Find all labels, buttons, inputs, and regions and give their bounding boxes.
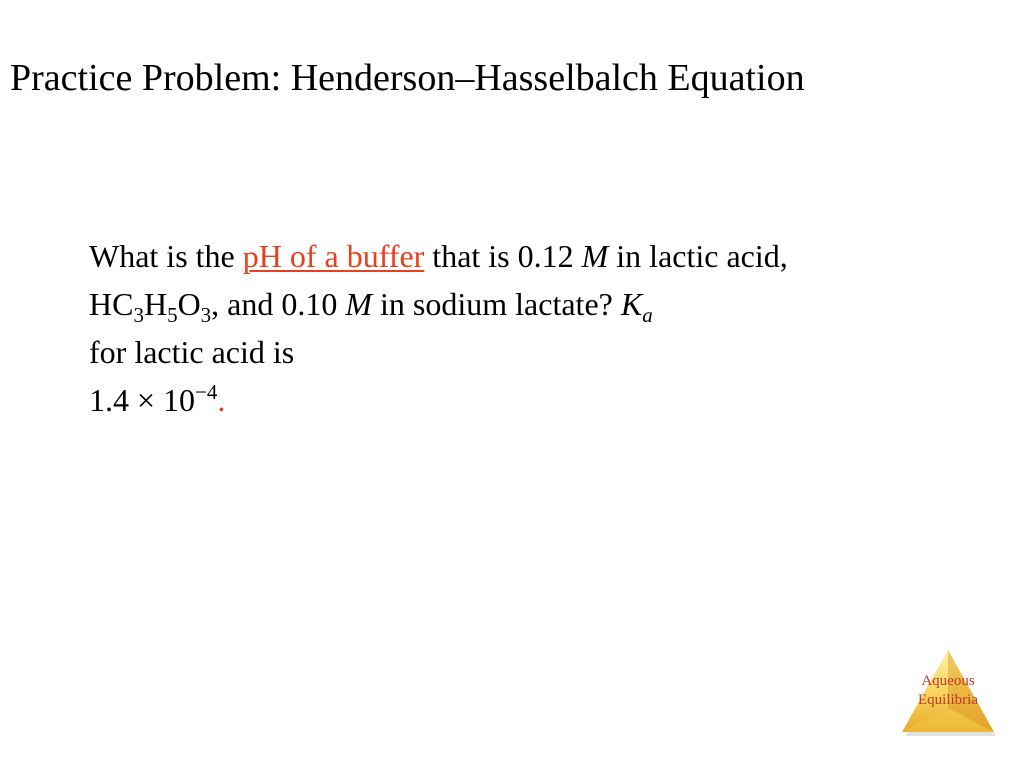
logo-line-2: Equilibria xyxy=(918,692,978,708)
question-period: . xyxy=(217,382,226,418)
question-text-part: that is 0.12 xyxy=(424,238,582,274)
formula-subscript: 5 xyxy=(167,303,178,327)
molarity-unit: M xyxy=(345,286,373,322)
formula-subscript: 3 xyxy=(200,303,212,327)
ka-value: 1.4 × 10 xyxy=(89,382,196,418)
question-text-part: in lactic acid, HC xyxy=(89,238,788,322)
logo-line-1: Aqueous xyxy=(921,673,975,689)
formula-element: O xyxy=(177,286,201,322)
ph-buffer-link[interactable]: pH of a buffer xyxy=(242,238,425,274)
question-text-part: for lactic acid is xyxy=(89,334,295,370)
question-text-part: in sodium lactate? xyxy=(372,286,621,322)
ka-subscript: a xyxy=(642,303,653,327)
ka-symbol: K xyxy=(620,286,643,322)
question-text xyxy=(89,232,909,424)
aqueous-equilibria-logo xyxy=(898,648,998,738)
logo-text xyxy=(898,672,998,710)
molarity-unit: M xyxy=(581,238,609,274)
formula-element: H xyxy=(143,286,168,322)
formula-subscript: 3 xyxy=(133,303,144,327)
question-text-part: What is the xyxy=(89,238,243,274)
slide-title: Practice Problem: Henderson–Hasselbalch Equation xyxy=(10,57,805,99)
ka-exponent: −4 xyxy=(195,380,218,404)
question-text-part: , and 0.10 xyxy=(211,286,346,322)
